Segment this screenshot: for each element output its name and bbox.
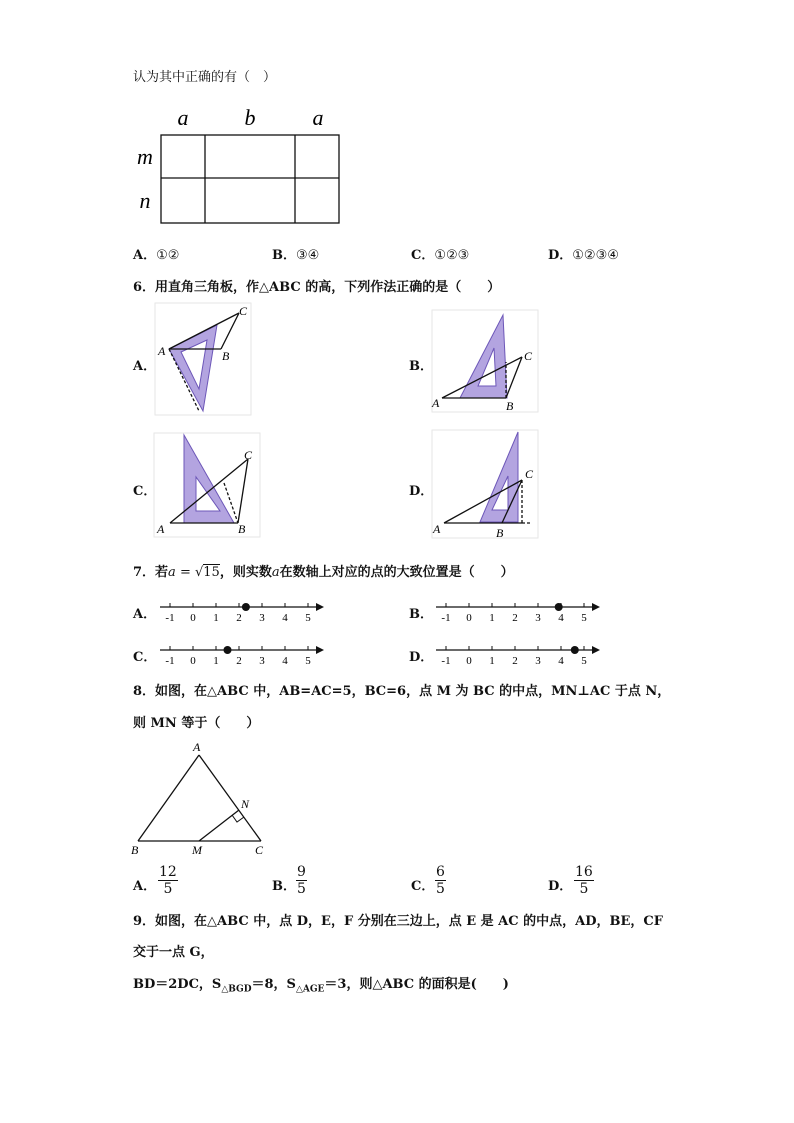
point-label: B <box>238 522 246 536</box>
tick-label: 1 <box>213 612 219 624</box>
q9-l3-c: ＝3，则△ABC 的面积是( ) <box>324 977 509 992</box>
q7-stem-mid: ，则实数 <box>219 565 272 580</box>
fraction-denominator: 5 <box>163 881 173 897</box>
q5-row-label: n <box>139 188 151 213</box>
q6-figure-d <box>430 430 540 540</box>
q8-stem-line2: 则 MN 等于（ ） <box>133 716 260 731</box>
option-text: ③④ <box>296 248 320 263</box>
q8-option-d-fraction <box>574 864 594 897</box>
q7-stem-var: a <box>271 565 280 580</box>
point-label: B <box>131 843 139 857</box>
tick-label: -1 <box>165 655 175 667</box>
q5-option-a[interactable] <box>133 244 179 263</box>
point-label: A <box>193 740 201 754</box>
tick-label: 1 <box>213 655 219 667</box>
q7-stem-prefix: 7．若 <box>133 565 169 580</box>
q8-option-c-label[interactable]: C． <box>411 879 435 894</box>
q8-option-c-fraction <box>435 864 446 897</box>
q5-option-d[interactable] <box>548 244 619 263</box>
sqrt-sign: √ <box>194 565 204 580</box>
tick-label: -1 <box>441 612 451 624</box>
q8-option-a-fraction <box>158 864 178 897</box>
tick-label: 2 <box>236 655 242 667</box>
q6-option-c-label[interactable]: C． <box>133 484 157 499</box>
q9-l3-sub2: △AGE <box>295 984 325 995</box>
q7-option-b-label[interactable]: B． <box>409 607 433 622</box>
q7-numberline-a <box>158 598 328 624</box>
tick-label: -1 <box>165 612 175 624</box>
point-label: B <box>222 349 230 363</box>
tick-label: 1 <box>489 655 495 667</box>
q8-option-b-fraction <box>296 864 307 897</box>
q6-figure-a <box>155 303 255 418</box>
tick-label: 2 <box>512 655 518 667</box>
axis-arrow <box>592 603 600 611</box>
q5-intro: 认为其中正确的有（ ） <box>133 70 277 85</box>
point-label: B <box>496 526 504 540</box>
point-label: C <box>255 843 264 857</box>
q7-numberline-d <box>434 641 604 667</box>
option-label: D． <box>548 248 573 263</box>
q8-stem-line1: 8．如图，在△ABC 中，AB=AC=5，BC=6，点 M 为 BC 的中点，MN⊥AC 于点 N， <box>133 684 671 699</box>
q8-triangle-figure <box>128 738 278 860</box>
q7-numberline-c <box>158 641 328 667</box>
q6-stem: 6．用直角三角板，作△ABC 的高，下列作法正确的是（ ） <box>133 280 501 295</box>
point-label: C <box>239 304 248 318</box>
axis-arrow <box>316 603 324 611</box>
point-label: C <box>525 467 534 481</box>
point-label: B <box>506 399 514 413</box>
tick-label: 5 <box>581 655 587 667</box>
q7-stem <box>133 561 514 580</box>
tick-label: 0 <box>466 655 472 667</box>
q5-col-label: b <box>244 105 256 130</box>
q6-figure-c <box>152 433 262 538</box>
q7-expr-rad: 15 <box>203 565 220 580</box>
q7-option-a-label[interactable]: A． <box>133 607 157 622</box>
q5-grid-figure <box>130 100 350 230</box>
tick-label: 3 <box>535 655 541 667</box>
q9-l3-sub1: △BGD <box>221 984 252 995</box>
q7-stem-suffix: 在数轴上对应的点的大致位置是（ ） <box>279 565 514 580</box>
point-dot <box>224 646 232 654</box>
q7-expr-a: a <box>168 565 176 580</box>
tick-label: 3 <box>259 655 265 667</box>
fraction-numerator: 12 <box>159 864 177 880</box>
point-dot <box>242 603 250 611</box>
point-label: M <box>192 843 202 857</box>
tick-label: 5 <box>305 655 311 667</box>
tick-label: 4 <box>558 655 564 667</box>
q7-option-d-label[interactable]: D． <box>409 650 434 665</box>
q9-stem-line1: 9．如图，在△ABC 中，点 D，E，F 分别在三边上，点 E 是 AC 的中点，AD，BE，CF <box>133 914 663 929</box>
q6-figure-b <box>430 310 540 415</box>
tick-label: -1 <box>441 655 451 667</box>
option-label: B． <box>272 248 296 263</box>
point-dot <box>555 603 563 611</box>
q8-option-d-label[interactable]: D． <box>548 879 573 894</box>
fraction-denominator: 5 <box>297 881 306 897</box>
point-dot <box>571 646 579 654</box>
fraction-denominator: 5 <box>436 881 445 897</box>
fraction-numerator: 9 <box>297 864 306 880</box>
tick-label: 2 <box>512 612 518 624</box>
tick-label: 5 <box>305 612 311 624</box>
point-label: A <box>432 396 440 410</box>
point-label: A <box>158 344 166 358</box>
tick-label: 5 <box>581 612 587 624</box>
q5-col-label: a <box>177 105 189 130</box>
axis-arrow <box>316 646 324 654</box>
point-label: C <box>524 349 533 363</box>
q7-option-c-label[interactable]: C． <box>133 650 157 665</box>
q7-numberline-b <box>434 598 604 624</box>
tick-label: 4 <box>282 612 288 624</box>
q9-l3-b: ＝8，S <box>251 977 296 992</box>
point-label: N <box>241 797 250 811</box>
q8-option-a-label[interactable]: A． <box>133 879 157 894</box>
option-text: ①② <box>156 248 180 263</box>
option-label: A． <box>133 248 157 263</box>
option-text: ①②③④ <box>572 248 619 263</box>
q6-option-d-label[interactable]: D． <box>409 484 434 499</box>
option-text: ①②③ <box>434 248 470 263</box>
tick-label: 0 <box>466 612 472 624</box>
q5-row-label: m <box>137 144 153 169</box>
tick-label: 4 <box>282 655 288 667</box>
q6-option-a-label[interactable]: A． <box>133 359 157 374</box>
tick-label: 0 <box>190 612 196 624</box>
point-label: A <box>433 522 441 536</box>
q9-l3-a: BD＝2DC，S <box>133 977 222 992</box>
q5-col-label: a <box>312 105 324 130</box>
q7-expr-eq: = <box>175 565 195 580</box>
tick-label: 0 <box>190 655 196 667</box>
tick-label: 1 <box>489 612 495 624</box>
point-label: A <box>157 522 165 536</box>
q6-option-b-label[interactable]: B． <box>409 359 433 374</box>
axis-arrow <box>592 646 600 654</box>
fraction-denominator: 5 <box>579 881 589 897</box>
q9-stem-line2: 交于一点 G， <box>133 945 214 960</box>
option-label: C． <box>411 248 435 263</box>
q5-option-c[interactable] <box>411 244 469 263</box>
point-label: C <box>244 448 253 462</box>
tick-label: 3 <box>535 612 541 624</box>
q8-option-b-label[interactable]: B． <box>272 879 296 894</box>
fraction-numerator: 16 <box>575 864 593 880</box>
fraction-numerator: 6 <box>436 864 445 880</box>
tick-label: 2 <box>236 612 242 624</box>
tick-label: 4 <box>558 612 564 624</box>
tick-label: 3 <box>259 612 265 624</box>
q9-stem-line3 <box>133 973 509 995</box>
q5-option-b[interactable] <box>272 244 319 263</box>
